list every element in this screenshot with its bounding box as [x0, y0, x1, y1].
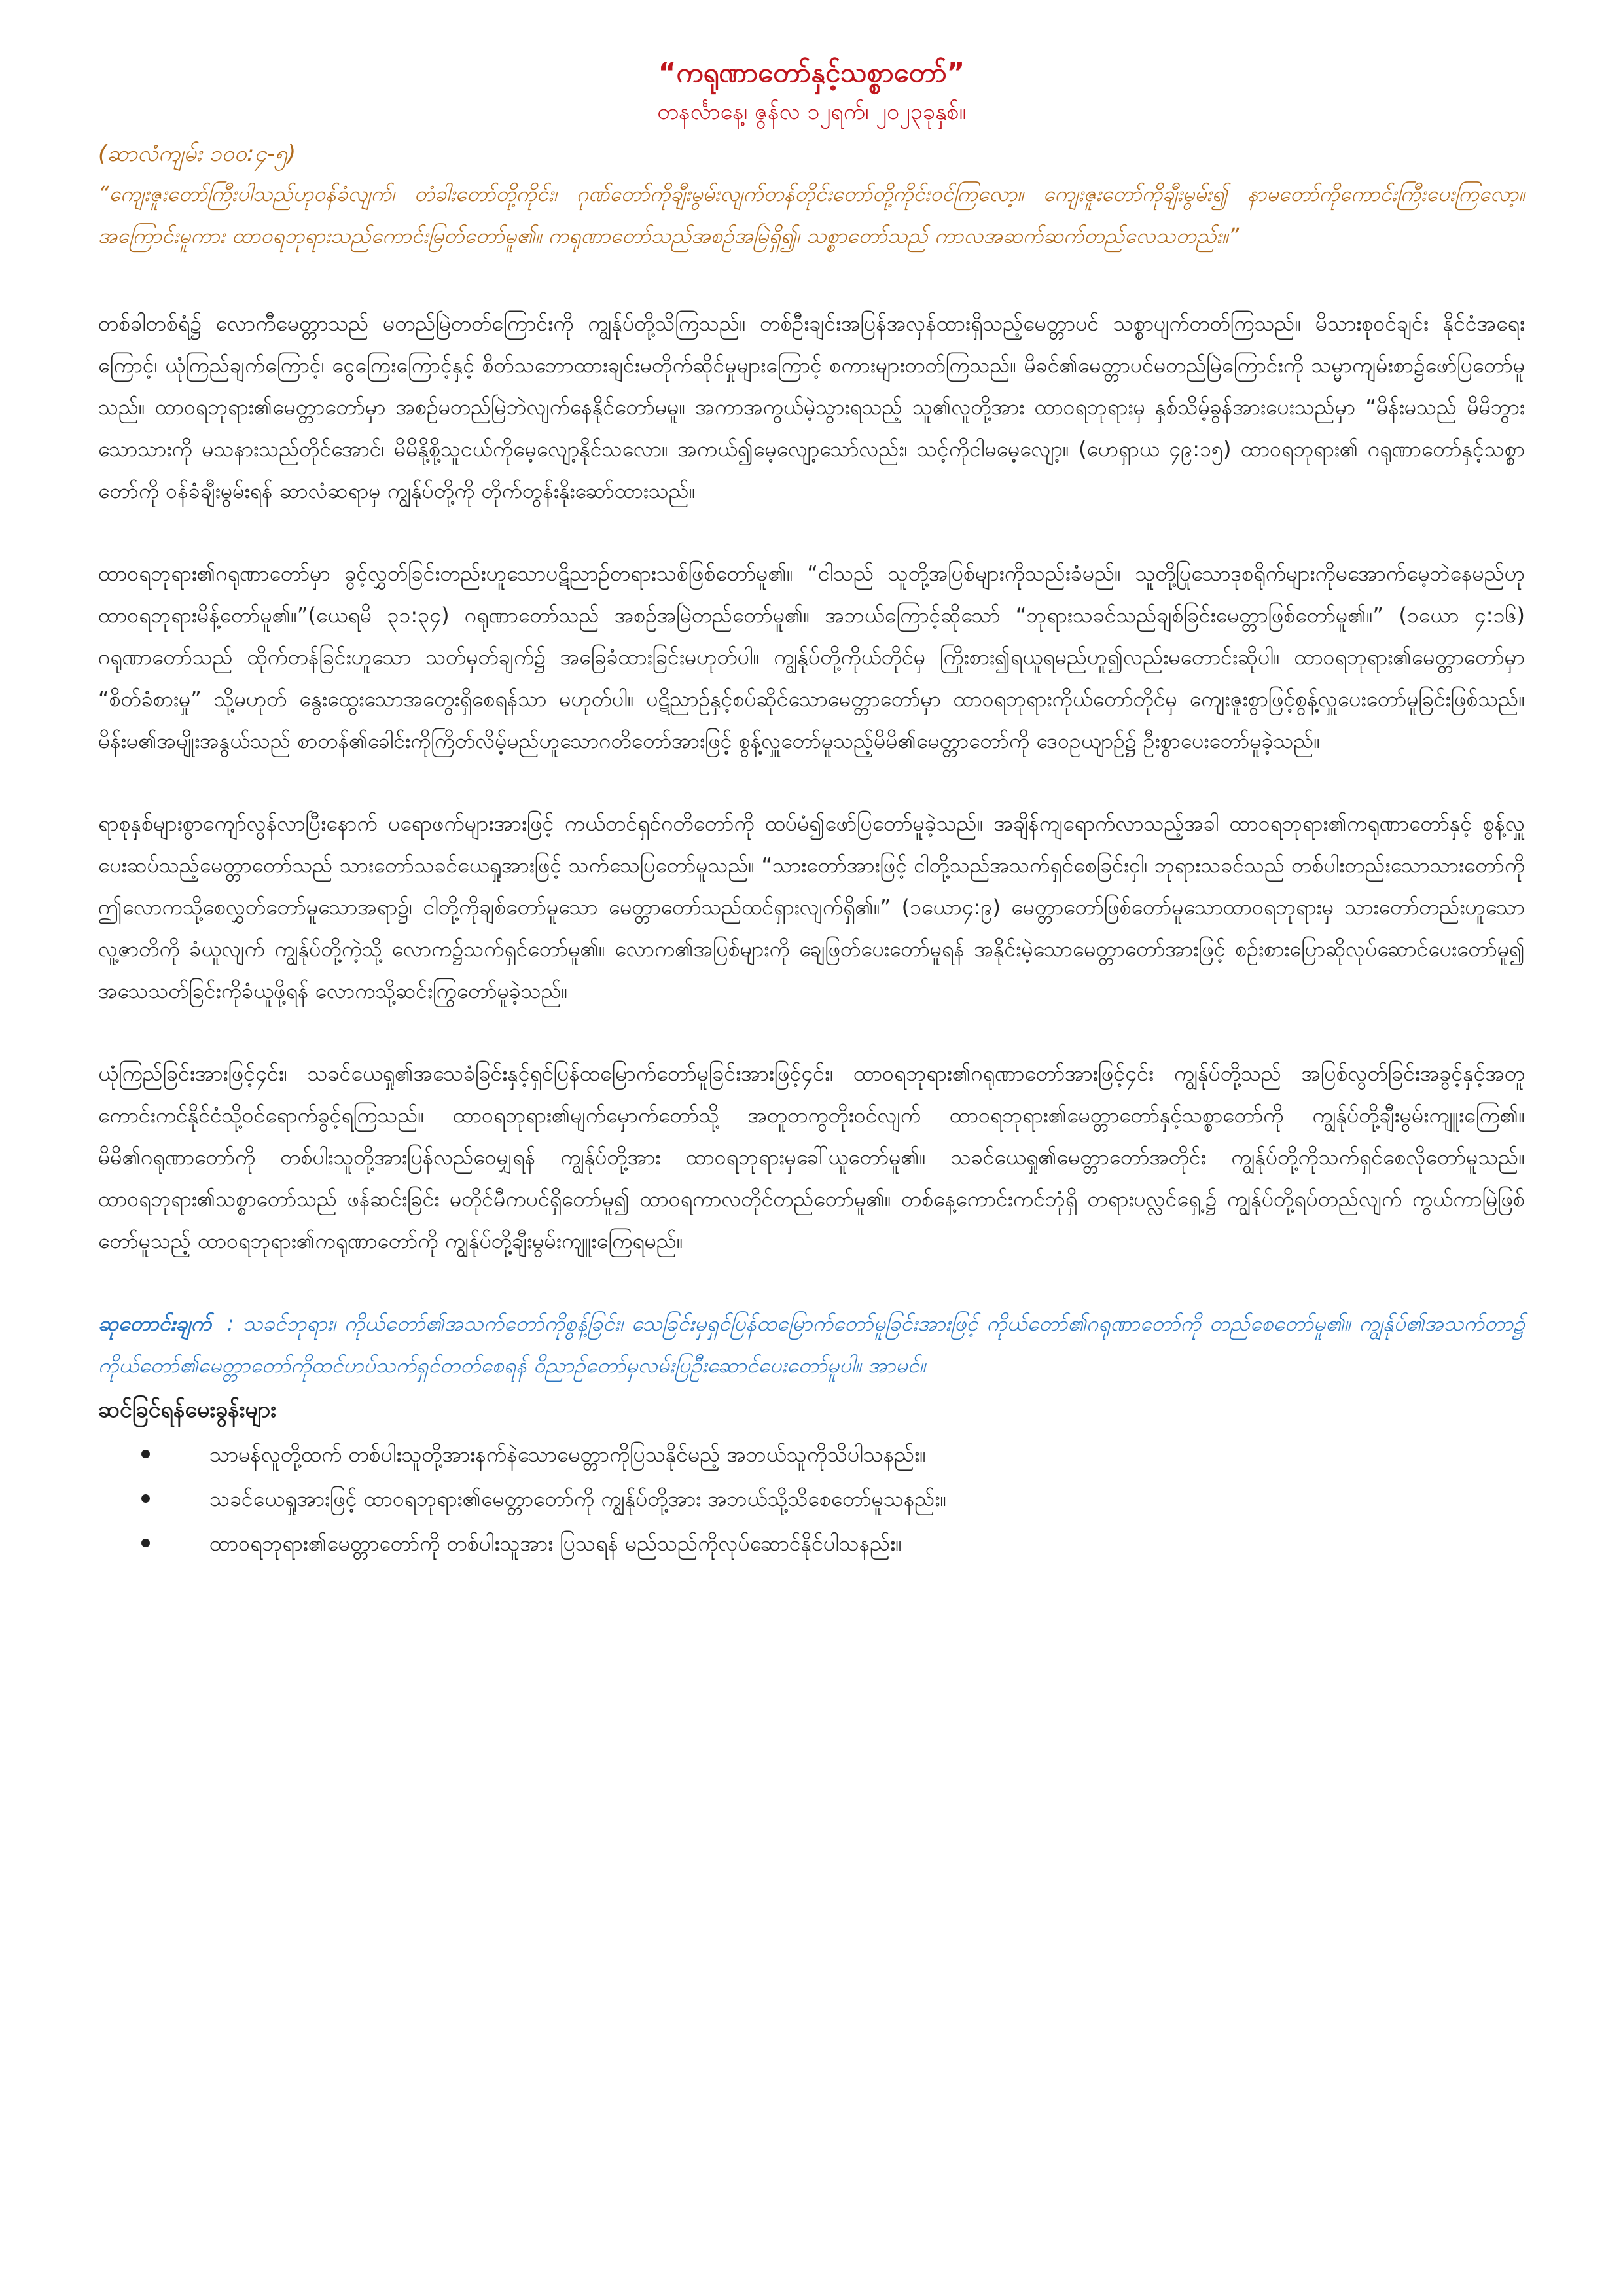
bullet-icon	[141, 1539, 150, 1547]
bullet-icon	[141, 1494, 150, 1503]
prayer-label: ဆုတောင်းချက်	[98, 1311, 211, 1336]
question-item	[98, 1521, 1525, 1566]
questions-heading: ဆင်ခြင်ရန်မေးခွန်းများ	[98, 1397, 276, 1423]
question-item	[98, 1432, 1525, 1477]
question-text: သာမန်လူတို့ထက် တစ်ပါးသူတို့အားနက်နဲသောမေတ္တာကိုပြသနိုင်မည့် အဘယ်သူကိုသိပါသနည်း။	[209, 1442, 926, 1467]
scripture-quote: “ကျေးဇူးတော်ကြီးပါသည်ဟုဝန်ခံလျက်၊ တံခါးတော်တို့ကိုင်း၊ ဂုဏ်တော်ကိုချီးမွမ်းလျက်တန်တိုင်းတော်တို့ကိုင်းဝင်ကြလော့။ ကျေးဇူးတော်ကိုချီးမွမ်း၍ နာမတော်ကိုကောင်းကြီးပေးကြလော့။ အကြောင်းမူကား ထာဝရဘုရားသည်ကောင်းမြတ်တော်မူ၏။ ကရုဏာတော်သည်အစဉ်အမြဲရှိ၍၊ သစ္စာတော်သည် ကာလအဆက်ဆက်တည်လေသတည်း။”	[98, 181, 1525, 248]
body-paragraph-3: ရာစုနှစ်များစွာကျော်လွန်လာပြီးနောက် ပရောဖက်များအားဖြင့် ကယ်တင်ရှင်ဂတိတော်ကို ထပ်မံ၍ဖော်ပြတော်မူခဲ့သည်။ အချိန်ကျရောက်လာသည့်အခါ ထာဝရဘုရား၏ကရုဏာတော်နှင့် စွန့်လှူပေးဆပ်သည့်မေတ္တာတော်သည် သားတော်သခင်ယေရှုအားဖြင့် သက်သေပြတော်မူသည်။ “သားတော်အားဖြင့် ငါတို့သည်အသက်ရှင်စေခြင်းငှါ၊ ဘုရားသခင်သည် တစ်ပါးတည်းသောသားတော်ကို ဤလောကသို့စေလွှတ်တော်မူသောအရာ၌၊ ငါတို့ကိုချစ်တော်မူသော မေတ္တာတော်သည်ထင်ရှားလျက်ရှိ၏။” (၁ယော၄:၉) မေတ္တာတော်ဖြစ်တော်မူသောထာဝရဘုရားမှ သားတော်တည်းဟူသော လူ့ဇာတိကို ခံယူလျက် ကျွန်ုပ်တို့ကဲ့သို့ လောက၌သက်ရှင်တော်မူ၏။ လောက၏အပြစ်များကို ချေဖြတ်ပေးတော်မူရန် အနိုင်းမဲ့သောမေတ္တာတော်အားဖြင့် စဉ်းစားပြောဆိုလုပ်ဆောင်ပေးတော်မူ၍ အသေသတ်ခြင်းကိုခံယူဖို့ရန် လောကသို့ဆင်းကြွတော်မူခဲ့သည်။	[98, 811, 1525, 1003]
question-text: သခင်ယေရှုအားဖြင့် ထာဝရဘုရား၏မေတ္တာတော်ကို ကျွန်ုပ်တို့အား အဘယ်သို့သိစေတော်မူသနည်း။	[209, 1486, 947, 1511]
question-text: ထာဝရဘုရား၏မေတ္တာတော်ကို တစ်ပါးသူအား ပြသရန် မည်သည်ကိုလုပ်ဆောင်နိုင်ပါသနည်း။	[209, 1531, 902, 1556]
devotional-page	[98, 52, 1525, 1566]
scripture-reference: (ဆာလံကျမ်း ၁၀၀:၄-၅)	[98, 141, 296, 167]
body-paragraph-1: တစ်ခါတစ်ရံ၌ လောကီမေတ္တာသည် မတည်မြဲတတ်ကြောင်းကို ကျွန်ုပ်တို့သိကြသည်။ တစ်ဦးချင်းအပြန်အလှန်ထားရှိသည့်မေတ္တာပင် သစ္စာပျက်တတ်ကြသည်။ မိသားစုဝင်ချင်း နိုင်ငံအရေးကြောင့်၊ ယုံကြည်ချက်ကြောင့်၊ ငွေကြေးကြောင့်နှင့် စိတ်သဘောထားချင်းမတိုက်ဆိုင်မှုများကြောင့် စကားများတတ်ကြသည်။ မိခင်၏မေတ္တာပင်မတည်မြဲကြောင်းကို သမ္မာကျမ်းစာ၌ဖော်ပြတော်မူသည်။ ထာဝရဘုရား၏မေတ္တာတော်မှာ အစဉ်မတည်မြဲဘဲလျက်နေနိုင်တော်မမူ။ အကာအကွယ်မဲ့သွားရသည့် သူ၏လူတို့အား ထာဝရဘုရားမှ နှစ်သိမ့်ခွန်အားပေးသည်မှာ “မိန်းမသည် မိမိဘွားသောသားကို မသနားသည်တိုင်အောင်၊ မိမိနို့စို့သူငယ်ကိုမေ့လျော့နိုင်သလော။ အကယ်၍မေ့လျော့သော်လည်း၊ သင့်ကိုငါမမေ့လျော့။ (ဟေရှာယ ၄၉:၁၅) ထာဝရဘုရား၏ ဂရုဏာတော်နှင့်သစ္စာတော်ကို ဝန်ခံချီးမွမ်းရန် ဆာလံဆရာမှ ကျွန်ုပ်တို့ကို တိုက်တွန်းနိုးဆော်ထားသည်။	[98, 311, 1525, 503]
page-date: တနင်္လာနေ့၊ ဇွန်လ ၁၂ရက်၊ ၂၀၂၃ခုနှစ်။	[657, 99, 966, 125]
page-title: “ကရုဏာတော်နှင့်သစ္စာတော်”	[658, 56, 965, 88]
bullet-icon	[141, 1450, 150, 1458]
prayer-block	[98, 1302, 1525, 1386]
body-paragraph-2: ထာဝရဘုရား၏ဂရုဏာတော်မှာ ခွင့်လွှတ်ခြင်းတည်းဟူသောပဋိညာဉ်တရားသစ်ဖြစ်တော်မူ၏။ “ငါသည် သူတို့အပြစ်များကိုသည်းခံမည်။ သူတို့ပြုသောဒုစရိုက်များကိုမအောက်မေ့ဘဲနေမည်ဟု ထာဝရဘုရားမိန့်တော်မူ၏။”(ယေရမိ ၃၁:၃၄) ဂရုဏာတော်သည် အစဉ်အမြဲတည်တော်မူ၏။ အဘယ်ကြောင့်ဆိုသော် “ဘုရားသခင်သည်ချစ်ခြင်းမေတ္တာဖြစ်တော်မူ၏။” (၁ယော ၄:၁၆) ဂရုဏာတော်သည် ထိုက်တန်ခြင်းဟူသော သတ်မှတ်ချက်၌ အခြေခံထားခြင်းမဟုတ်ပါ။ ကျွန်ုပ်တို့ကိုယ်တိုင်မှ ကြိုးစား၍ရယူရမည်ဟူ၍လည်းမတောင်းဆိုပါ။ ထာဝရဘုရား၏မေတ္တာတော်မှာ “စိတ်ခံစားမှု” သို့မဟုတ် နွေးထွေးသောအတွေးရှိစေရန်သာ မဟုတ်ပါ။ ပဋိညာဉ်နှင့်စပ်ဆိုင်သောမေတ္တာတော်မှာ ထာဝရဘုရားကိုယ်တော်တိုင်မှ ကျေးဇူးစွာဖြင့်စွန့်လှူပေးတော်မူခြင်းဖြစ်သည်။ မိန်းမ၏အမျိုးအနွယ်သည် စာတန်၏ခေါင်းကိုကြိတ်လိမ့်မည်ဟူသောဂတိတော်အားဖြင့် စွန့်လှူတော်မူသည့်မိမိ၏မေတ္တာတော်ကို ဒေဝဥယျာဉ်၌ ဦးစွာပေးတော်မူခဲ့သည်။	[98, 561, 1525, 753]
questions-list	[98, 1432, 1525, 1566]
prayer-text: : သခင်ဘုရား၊ ကိုယ်တော်၏အသက်တော်ကိုစွန့်ခြင်း၊ သေခြင်းမှရှင်ပြန်ထမြောက်တော်မူခြင်းအားဖြင့် ကိုယ်တော်၏ဂရုဏာတော်ကို တည်စေတော်မူ၏။ ကျွန်ုပ်၏အသက်တာ၌ ကိုယ်တော်၏မေတ္တာတော်ကိုထင်ဟပ်သက်ရှင်တတ်စေရန် ဝိညာဉ်တော်မှလမ်းပြဦးဆောင်ပေးတော်မူပါ။ အာမင်။	[98, 1311, 1525, 1378]
body-paragraph-4: ယုံကြည်ခြင်းအားဖြင့်၄င်း၊ သခင်ယေရှု၏အသေခံခြင်းနှင့်ရှင်ပြန်ထမြောက်တော်မူခြင်းအားဖြင့်၄င်း၊ ထာဝရဘုရား၏ဂရုဏာတော်အားဖြင့်၄င်း ကျွန်ုပ်တို့သည် အပြစ်လွတ်ခြင်းအခွင့်နှင့်အတူ ကောင်းကင်နိုင်ငံသို့ဝင်ရောက်ခွင့်ရကြသည်။ ထာဝရဘုရား၏မျက်မှောက်တော်သို့ အတူတကွတိုးဝင်လျက် ထာဝရဘုရား၏မေတ္တာတော်နှင့်သစ္စာတော်ကို ကျွန်ုပ်တို့ချီးမွမ်းကျူးကြေ၏။ မိမိ၏ဂရုဏာတော်ကို တစ်ပါးသူတို့အားပြန်လည်ဝေမျှရန် ကျွန်ုပ်တို့အား ထာဝရဘုရားမှခေါ်ယူတော်မူ၏။ သခင်ယေရှု၏မေတ္တာတော်အတိုင်း ကျွန်ုပ်တို့ကိုသက်ရှင်စေလိုတော်မူသည်။ ထာဝရဘုရား၏သစ္စာတော်သည် ဖန်ဆင်းခြင်း မတိုင်မီကပင်ရှိတော်မူ၍ ထာဝရကာလတိုင်တည်တော်မူ၏။ တစ်နေ့ကောင်းကင်ဘုံရှိ တရားပလ္လင်ရှေ့၌ ကျွန်ုပ်တို့ရပ်တည်လျက် ကွယ်ကာမြဲဖြစ်တော်မူသည့် ထာဝရဘုရား၏ကရုဏာတော်ကို ကျွန်ုပ်တို့ချီးမွမ်းကျူးကြေရမည်။	[98, 1061, 1525, 1253]
question-item	[98, 1477, 1525, 1521]
